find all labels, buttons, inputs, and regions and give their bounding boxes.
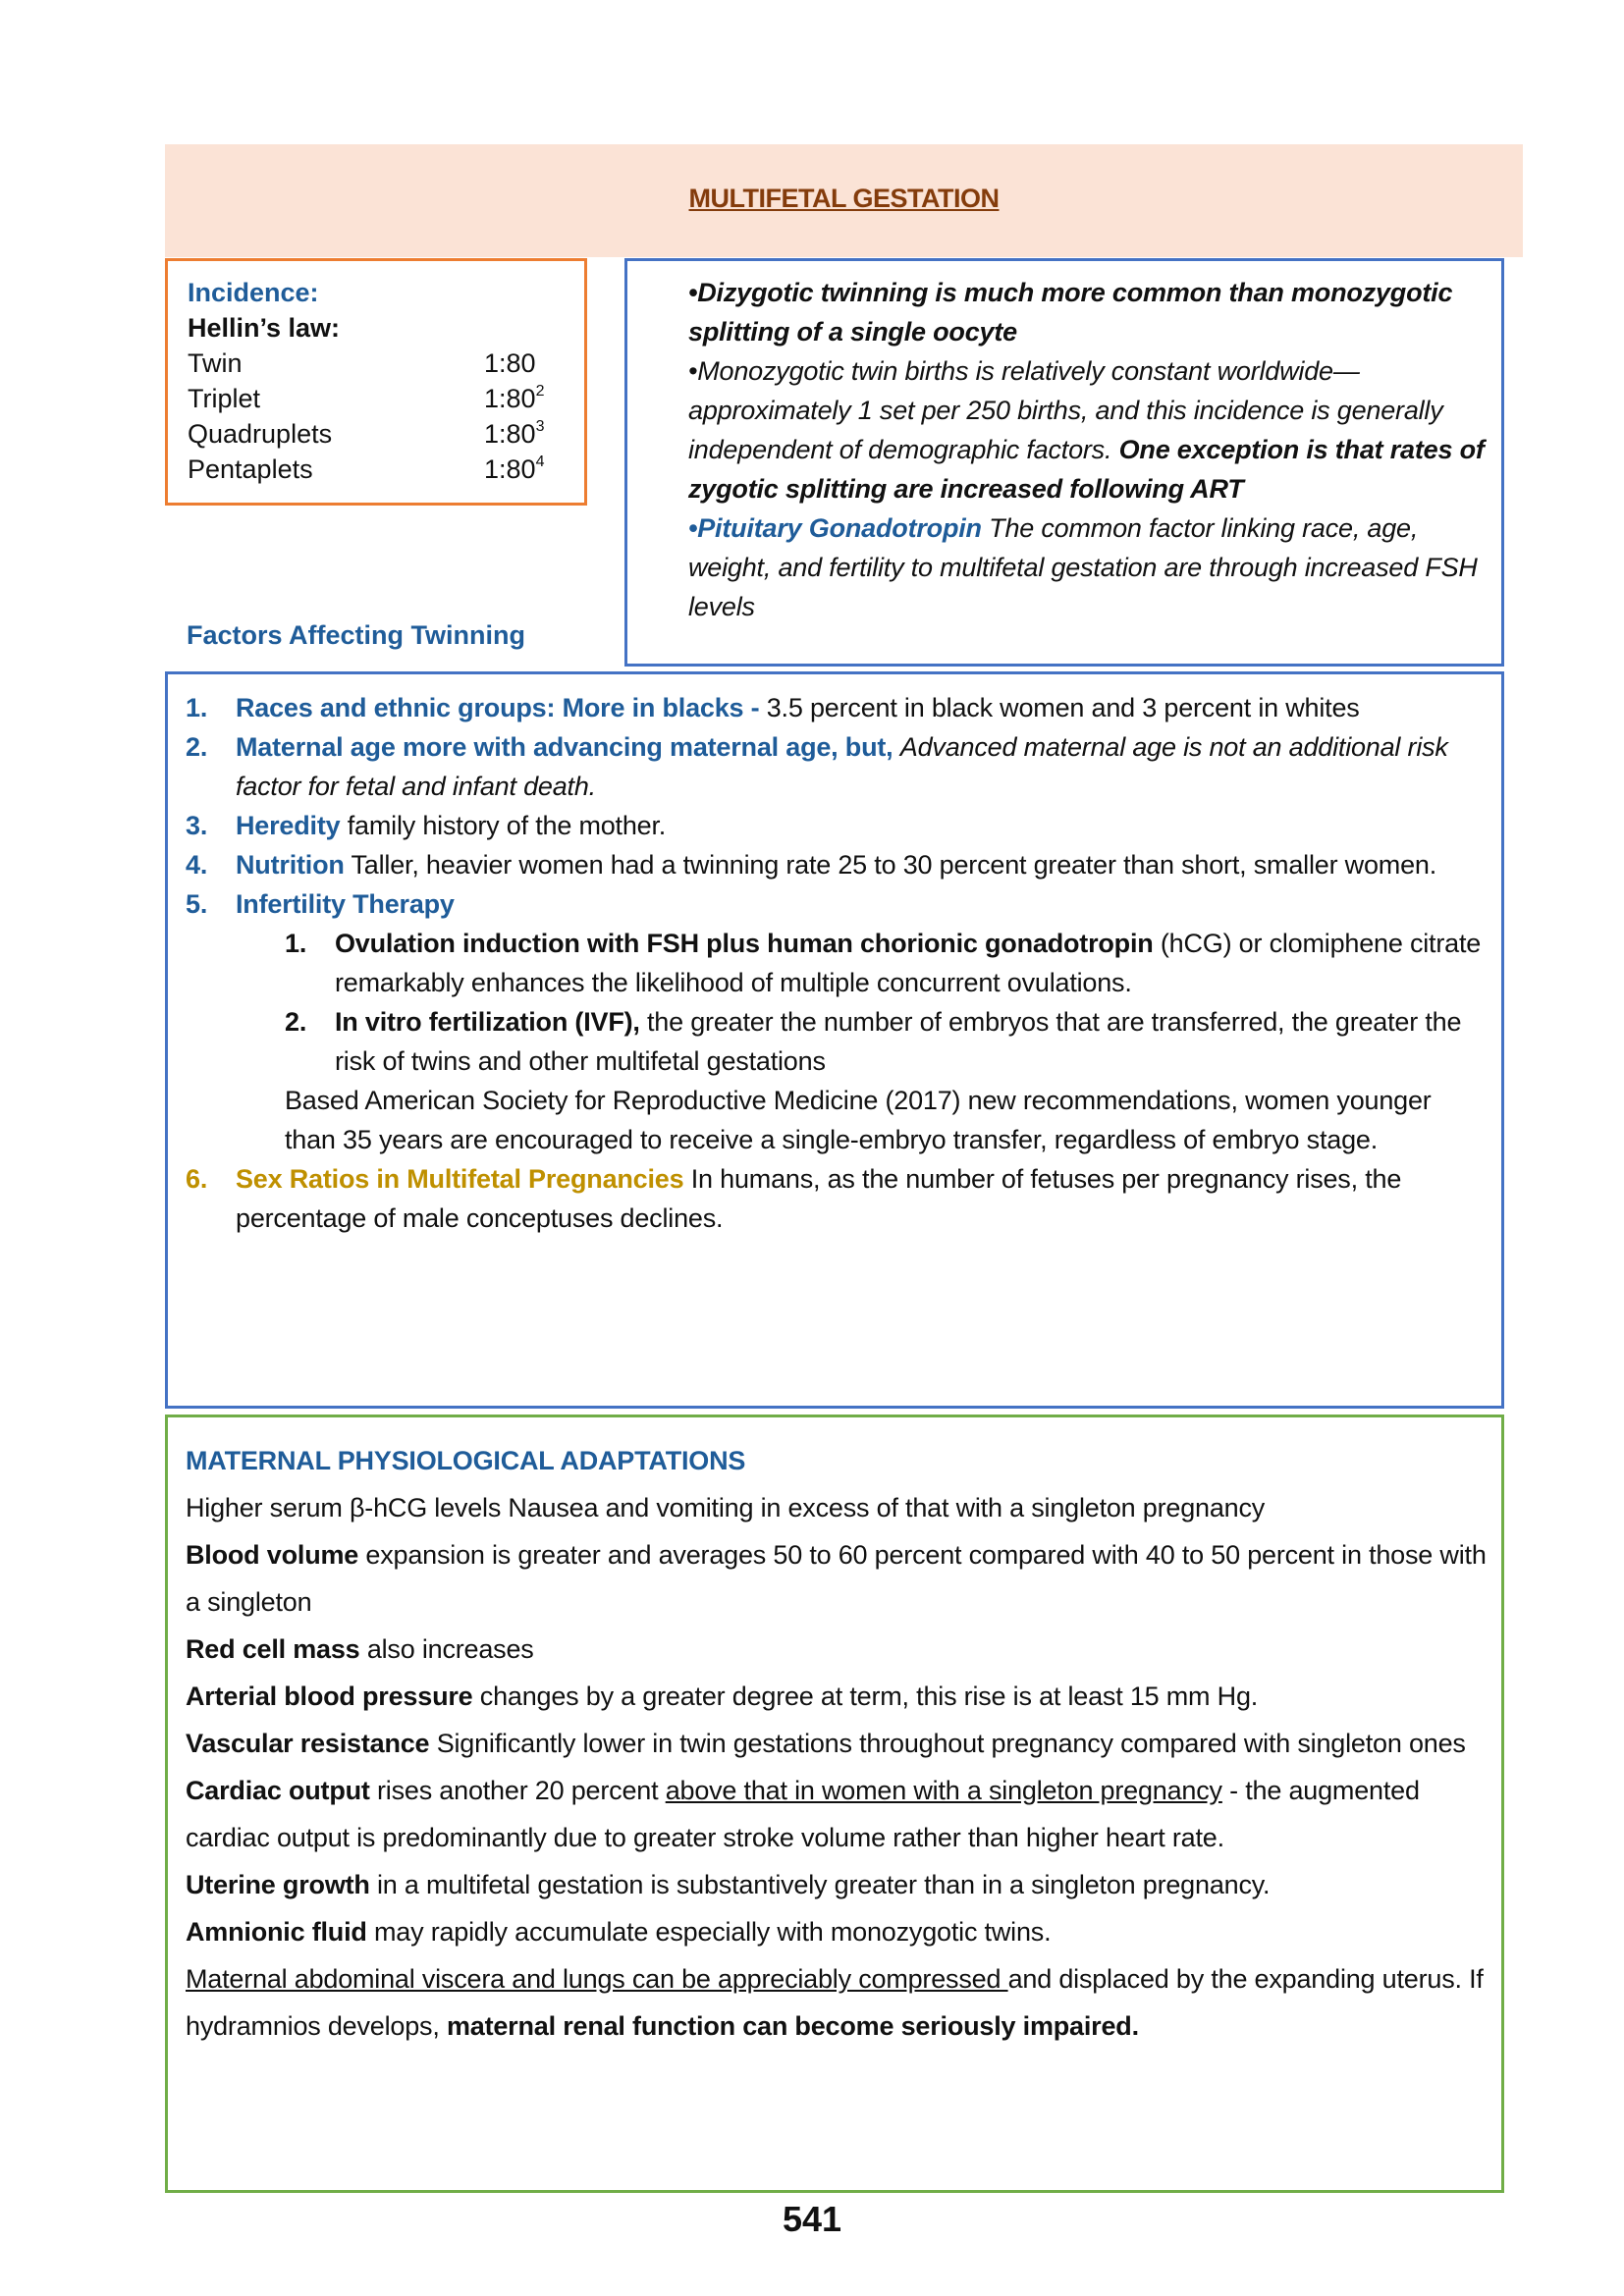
entry-term: Vascular resistance xyxy=(186,1729,430,1758)
factor-item xyxy=(186,806,1482,845)
maternal-entry xyxy=(186,1673,1491,1720)
maternal-entry xyxy=(186,1531,1491,1626)
factor-item xyxy=(186,727,1482,806)
factor-body xyxy=(236,688,1482,727)
subitem-body xyxy=(335,924,1482,1002)
fact-monozygotic xyxy=(688,351,1493,508)
subitem-number: 1. xyxy=(285,929,307,958)
subitem-body xyxy=(335,1002,1482,1081)
factor-text: 3.5 percent in black women and 3 percent in whites xyxy=(766,693,1360,722)
entry-term: Uterine growth xyxy=(186,1870,370,1899)
incidence-ratio xyxy=(484,381,544,416)
ratio-exponent: 2 xyxy=(535,383,545,400)
entry-text: Significantly lower in twin gestations throughout pregnancy compared with singleton ones xyxy=(429,1729,1466,1758)
fact-monozygotic-exception: One exception is that rates of zygotic splitting are increased following ART xyxy=(688,435,1485,504)
maternal-entry xyxy=(186,1720,1491,1767)
factor-title: Heredity xyxy=(236,811,341,840)
subitem-number: 2. xyxy=(285,1007,307,1037)
infertility-subitem xyxy=(285,924,1482,1002)
entry-underlined: Maternal abdominal viscera and lungs can be appreciably compressed xyxy=(186,1964,1008,1994)
incidence-row xyxy=(188,416,544,452)
factor-text: family history of the mother. xyxy=(340,811,667,840)
maternal-entry xyxy=(186,1861,1491,1908)
factor-title: Maternal age more with advancing maternal age, but, xyxy=(236,732,900,762)
factor-title: Sex Ratios in Multifetal Pregnancies xyxy=(236,1164,684,1194)
incidence-row xyxy=(188,381,544,416)
entry-text: may rapidly accumulate especially with monozygotic twins. xyxy=(366,1917,1052,1947)
subitem-text: the greater the number of embryos that are transferred, the greater the risk of twins and other multifetal gestations xyxy=(335,1007,1462,1076)
entry-term: Blood volume xyxy=(186,1540,359,1570)
factor-text: Advanced maternal age is not an additional risk factor for fetal and infant death. xyxy=(236,732,1448,801)
page-title: MULTIFETAL GESTATION xyxy=(688,184,1000,213)
factor-body xyxy=(236,1159,1482,1238)
factors-heading: Factors Affecting Twinning xyxy=(187,620,525,650)
maternal-entry xyxy=(186,1626,1491,1673)
factor-number: 5. xyxy=(186,889,208,919)
ratio-base: 1:80 xyxy=(484,419,536,449)
incidence-table xyxy=(188,275,544,487)
entry-term: Cardiac output xyxy=(186,1776,370,1805)
infertility-sublist xyxy=(285,924,1482,1081)
incidence-row xyxy=(188,452,544,487)
incidence-name: Twin xyxy=(188,348,243,378)
entry-bold: maternal renal function can become seriously impaired xyxy=(446,2011,1132,2041)
factor-number: 4. xyxy=(186,850,208,880)
ratio-exponent: 4 xyxy=(535,454,545,470)
entry-term: Amnionic fluid xyxy=(186,1917,367,1947)
entry-end: . xyxy=(1131,2011,1139,2041)
ratio-base: 1:80 xyxy=(484,384,536,413)
factor-body xyxy=(236,806,1482,845)
factor-number: 2. xyxy=(186,732,208,762)
entry-underlined: above that in women with a singleton pregnancy xyxy=(665,1776,1222,1805)
factor-title: Races and ethnic groups: More in blacks - xyxy=(236,693,767,722)
fact-pituitary xyxy=(688,508,1493,626)
fact-dizygotic: •Dizygotic twinning is much more common than monozygotic splitting of a single oocyte xyxy=(688,278,1453,347)
factor-item xyxy=(186,884,1482,924)
incidence-ratio xyxy=(484,452,544,487)
infertility-note: Based American Society for Reproductive Medicine (2017) new recommendations, women younger than 35 years are encouraged to receive a single-embryo transfer, regardless of embryo stage. xyxy=(285,1086,1432,1154)
maternal-adaptations xyxy=(186,1437,1491,2050)
fact-monozygotic-text: •Monozygotic twin births is relatively constant worldwide—approximately 1 set per 250 births, and this incidence is generally independent of demographic factors. xyxy=(688,356,1443,464)
incidence-row xyxy=(188,346,544,381)
entry-text: in a multifetal gestation is substantively greater than in a singleton pregnancy. xyxy=(369,1870,1271,1899)
factor-body xyxy=(236,727,1482,806)
factor-body xyxy=(236,884,1482,924)
incidence-name: Pentaplets xyxy=(188,454,313,484)
factor-title: Nutrition xyxy=(236,850,345,880)
entry-text: changes by a greater degree at term, this rise is at least 15 mm Hg. xyxy=(472,1682,1259,1711)
factor-text: In humans, as the number of fetuses per pregnancy rises, the percentage of male conceptuses declines. xyxy=(236,1164,1402,1233)
maternal-entry-last xyxy=(186,1955,1491,2050)
subitem-title: In vitro fertilization (IVF), xyxy=(335,1007,640,1037)
subitem-title: Ovulation induction with FSH plus human chorionic gonadotropin xyxy=(335,929,1154,958)
maternal-line: Higher serum β-hCG levels Nausea and vomiting in excess of that with a singleton pregnancy xyxy=(186,1493,1266,1522)
entry-term: Arterial blood pressure xyxy=(186,1682,473,1711)
factor-number: 1. xyxy=(186,693,208,722)
entry-term: Red cell mass xyxy=(186,1634,360,1664)
incidence-heading: Incidence: xyxy=(188,278,319,307)
twinning-facts xyxy=(688,273,1493,626)
title-banner xyxy=(165,144,1523,257)
subitem-text: (hCG) or clomiphene citrate remarkably enhances the likelihood of multiple concurrent ovulations. xyxy=(335,929,1482,997)
ratio-base: 1:80 xyxy=(484,454,536,484)
fact-pituitary-label: •Pituitary Gonadotropin xyxy=(688,513,982,543)
incidence-ratio xyxy=(484,346,536,381)
factors-list xyxy=(186,688,1482,1238)
fact-pituitary-text: The common factor linking race, age, weight, and fertility to multifetal gestation are through increased FSH levels xyxy=(688,513,1478,621)
factors-box xyxy=(165,671,1504,1409)
hellins-law-heading: Hellin’s law: xyxy=(188,313,341,343)
maternal-adaptations-box xyxy=(165,1415,1504,2193)
entry-text: and displaced by the expanding uterus. If hydramnios develops, xyxy=(186,1964,1484,2041)
factor-item xyxy=(186,1159,1482,1238)
page-number: 541 xyxy=(782,2199,842,2239)
twinning-facts-box xyxy=(624,258,1504,667)
factor-number: 3. xyxy=(186,811,208,840)
maternal-entry xyxy=(186,1908,1491,1955)
factor-item xyxy=(186,688,1482,727)
factor-title: Infertility Therapy xyxy=(236,889,455,919)
ratio-exponent: 3 xyxy=(535,418,545,435)
incidence-ratio xyxy=(484,416,544,452)
maternal-heading: MATERNAL PHYSIOLOGICAL ADAPTATIONS xyxy=(186,1446,746,1475)
incidence-name: Triplet xyxy=(188,384,261,413)
incidence-name: Quadruplets xyxy=(188,419,333,449)
infertility-subitem xyxy=(285,1002,1482,1081)
maternal-entry-cardiac xyxy=(186,1767,1491,1861)
ratio-base: 1:80 xyxy=(484,348,536,378)
incidence-box xyxy=(165,258,587,506)
factor-number: 6. xyxy=(186,1164,208,1194)
factor-item xyxy=(186,845,1482,884)
entry-text: rises another 20 percent xyxy=(369,1776,666,1805)
entry-text: - the augmented cardiac output is predominantly due to greater stroke volume rather than higher heart rate. xyxy=(186,1776,1420,1852)
entry-text: expansion is greater and averages 50 to 60 percent compared with 40 to 50 percent in those with a singleton xyxy=(186,1540,1487,1617)
factor-body xyxy=(236,845,1482,884)
entry-text: also increases xyxy=(359,1634,534,1664)
factor-text: Taller, heavier women had a twinning rate 25 to 30 percent greater than short, smaller women. xyxy=(344,850,1436,880)
